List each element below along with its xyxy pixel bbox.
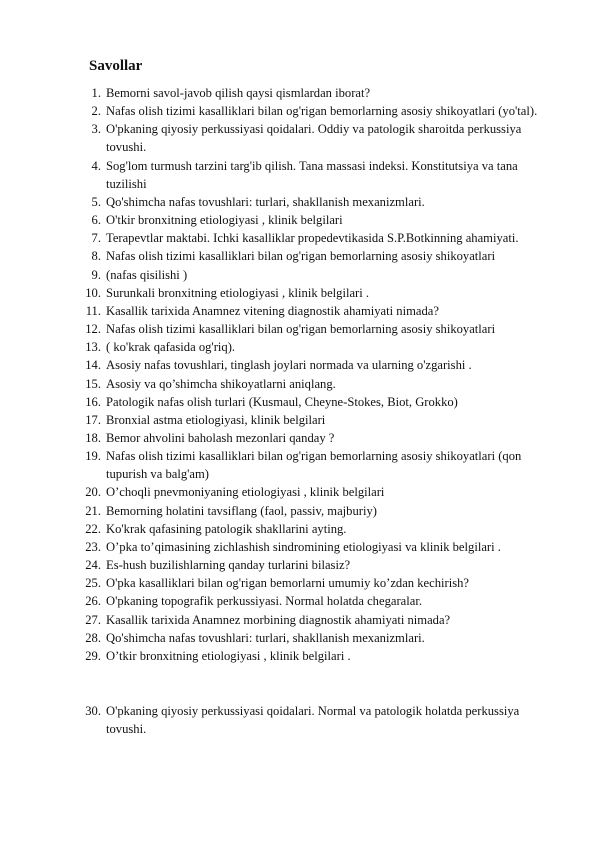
question-text: Kasallik tarixida Anamnez vitening diagnostik ahamiyati nimada?: [106, 303, 439, 318]
question-item: [70, 629, 556, 647]
question-item: [70, 84, 556, 102]
question-text: O’tkir bronxitning etiologiyasi , klinik belgilari .: [106, 648, 351, 663]
question-number: 18.: [85, 430, 101, 445]
question-text: O'tkir bronxitning etiologiyasi , klinik belgilari: [106, 213, 343, 228]
question-number: 1.: [91, 86, 101, 100]
question-item: [70, 356, 556, 374]
question-number: 21.: [85, 503, 101, 518]
question-text: Nafas olish tizimi kasalliklari bilan og'rigan bemorlarning asosiy shikoyatlari (yo'tal).: [106, 104, 538, 119]
question-text: Terapevtlar maktabi. Ichki kasalliklar propedevtikasida S.P.Botkinning ahamiyati.: [106, 231, 519, 246]
question-item: [70, 411, 556, 429]
question-text: O'pkaning qiyosiy perkussiyasi qoidalari. Normal va patologik holatda perkussiya tovushi.: [106, 704, 520, 737]
question-number: 8.: [91, 249, 101, 264]
question-number: 5.: [91, 194, 101, 209]
question-item: [70, 611, 556, 629]
page-title: Savollar: [89, 58, 143, 74]
question-number: 11.: [85, 303, 101, 318]
question-item: [70, 556, 556, 574]
question-number: 3.: [91, 122, 101, 137]
question-item: [70, 393, 556, 411]
question-text: Surunkali bronxitning etiologiyasi , klinik belgilari .: [106, 285, 370, 300]
question-number: 28.: [85, 630, 101, 645]
question-item: [70, 647, 556, 665]
question-number: 25.: [85, 576, 101, 591]
question-number: 9.: [91, 267, 101, 282]
question-number: 19.: [85, 449, 101, 464]
question-item: [70, 592, 556, 610]
question-number: 6.: [91, 213, 101, 228]
question-text: Nafas olish tizimi kasalliklari bilan og'rigan bemorlarning asosiy shikoyatlari: [106, 322, 496, 337]
question-item: [70, 247, 556, 265]
question-number: 29.: [85, 648, 101, 663]
question-number: 14.: [85, 358, 101, 373]
question-item: [70, 538, 556, 556]
question-text: Kasallik tarixida Anamnez morbining diagnostik ahamiyati nimada?: [106, 612, 451, 627]
question-number: 13.: [85, 340, 101, 355]
question-item: [70, 102, 556, 120]
question-item: [70, 483, 556, 501]
question-item: [70, 702, 556, 738]
question-number: 10.: [85, 285, 101, 300]
question-number: 15.: [85, 376, 101, 391]
question-item: [70, 574, 556, 592]
question-item: [70, 266, 556, 284]
question-number: 20.: [85, 485, 101, 500]
question-text: O’choqli pnevmoniyaning etiologiyasi , klinik belgilari: [106, 485, 385, 500]
question-text: Bemorning holatini tavsiflang (faol, passiv, majburiy): [106, 503, 377, 518]
question-number: 23.: [85, 539, 101, 554]
question-text: Patologik nafas olish turlari (Kusmaul, Cheyne-Stokes, Biot, Grokko): [106, 394, 458, 409]
question-text: Qo'shimcha nafas tovushlari: turlari, shakllanish mexanizmlari.: [106, 194, 425, 209]
question-text: Bronxial astma etiologiyasi, klinik belgilari: [106, 412, 326, 427]
question-number: 24.: [85, 558, 101, 573]
question-item: [70, 520, 556, 538]
question-item: [70, 157, 556, 193]
question-text: O'pkaning topografik perkussiyasi. Normal holatda chegaralar.: [106, 594, 422, 609]
question-item: [70, 284, 556, 302]
question-item: [70, 193, 556, 211]
question-item: [70, 229, 556, 247]
question-number: 17.: [85, 412, 101, 427]
question-text: Asosiy nafas tovushlari, tinglash joylari normada va ularning o'zgarishi .: [106, 358, 472, 373]
question-number: 4.: [91, 158, 101, 173]
question-number: 22.: [85, 521, 101, 536]
question-text: (nafas qisilishi ): [106, 267, 188, 282]
question-item: [70, 502, 556, 520]
question-text: O'pkaning qiyosiy perkussiyasi qoidalari. Oddiy va patologik sharoitda perkussiya tovushi.: [106, 122, 522, 155]
question-text: Asosiy va qo’shimcha shikoyatlarni aniqlang.: [106, 376, 336, 391]
question-number: 30.: [85, 704, 101, 718]
question-text: Nafas olish tizimi kasalliklari bilan og'rigan bemorlarning asosiy shikoyatlari: [106, 249, 496, 264]
question-list: [70, 84, 556, 738]
question-text: Nafas olish tizimi kasalliklari bilan og'rigan bemorlarning asosiy shikoyatlari (qon tupurish va balg'am): [106, 449, 522, 482]
question-text: Qo'shimcha nafas tovushlari: turlari, shakllanish mexanizmlari.: [106, 630, 425, 645]
question-item: [70, 429, 556, 447]
question-number: 27.: [85, 612, 101, 627]
question-item: [70, 302, 556, 320]
question-item: [70, 320, 556, 338]
question-text: Sog'lom turmush tarzini targ'ib qilish. Tana massasi indeksi. Konstitutsiya va tana tuzilishi: [106, 158, 518, 191]
question-item: [70, 120, 556, 156]
question-item: [70, 338, 556, 356]
question-text: Es-hush buzilishlarning qanday turlarini bilasiz?: [106, 558, 351, 573]
question-item: [70, 211, 556, 229]
question-item: [70, 375, 556, 393]
question-text: Ko'krak qafasining patologik shakllarini ayting.: [106, 521, 347, 536]
question-number: 12.: [85, 322, 101, 337]
question-number: 26.: [85, 594, 101, 609]
question-text: O’pka to’qimasining zichlashish sindromining etiologiyasi va klinik belgilari .: [106, 539, 501, 554]
question-text: Bemor ahvolini baholash mezonlari qanday ?: [106, 430, 335, 445]
question-text: ( ko'krak qafasida og'riq).: [106, 340, 236, 355]
question-number: 16.: [85, 394, 101, 409]
question-number: 7.: [91, 231, 101, 246]
question-item: [70, 447, 556, 483]
question-text: Bemorni savol-javob qilish qaysi qismlardan iborat?: [106, 86, 371, 100]
question-number: 2.: [91, 104, 101, 119]
question-text: O'pka kasalliklari bilan og'rigan bemorlarni umumiy ko’zdan kechirish?: [106, 576, 470, 591]
